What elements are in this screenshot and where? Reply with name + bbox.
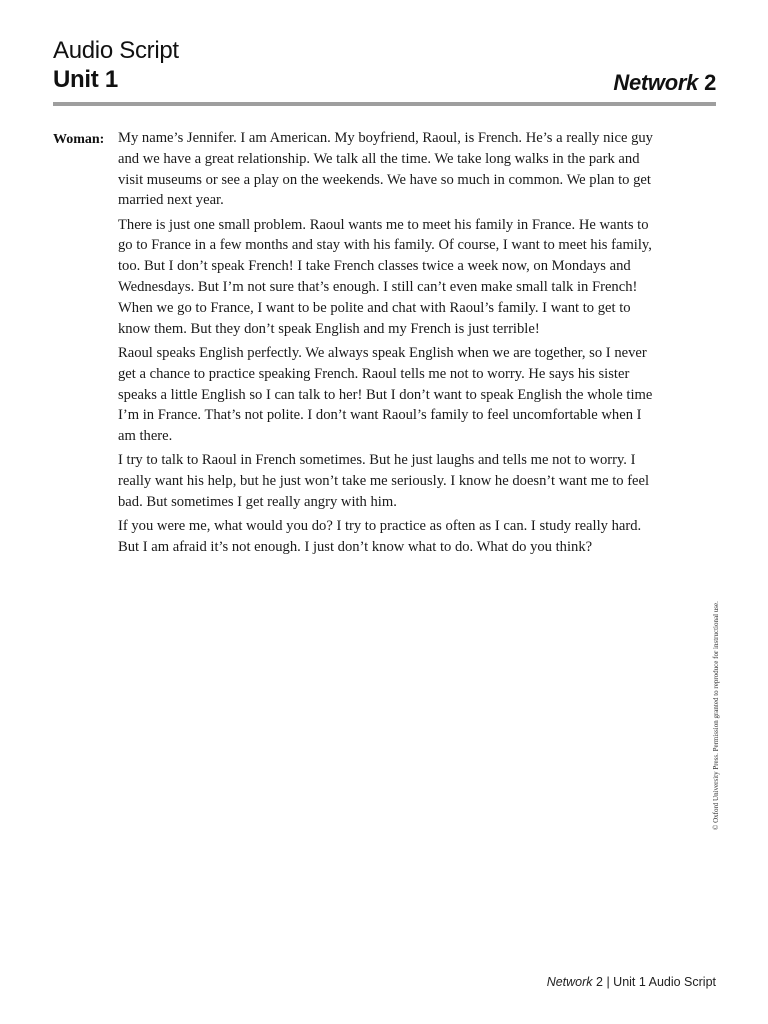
page-header	[53, 36, 716, 94]
speaker-label: Woman:	[53, 132, 105, 147]
copyright-notice: © Oxford University Press. Permission granted to reproduce for instructional use.	[712, 601, 720, 830]
brand-title	[613, 70, 716, 96]
unit-title: Unit 1	[53, 66, 118, 93]
script-paragraph: There is just one small problem. Raoul wants me to meet his family in France. He wants to go to France in a few months and stay with his family. Of course, I want to meet his family, too. But I don’t speak French! I take French classes twice a week now, on Mondays and Wednesdays. But I’m not sure that’s enough. I still can’t even make small talk in French! When we go to France, I want to be polite and chat with Raoul’s family. I want to get to know them. But they don’t speak English and my French is just terrible!	[118, 216, 652, 337]
script-paragraph: My name’s Jennifer. I am American. My boyfriend, Raoul, is French. He’s a really nice guy and we have a great relationship. We talk all the time. We take long walks in the park and visit museums or see a play on the weekends. We have so much in common. We plan to get married next year.	[118, 130, 653, 209]
brand-name: Network	[613, 70, 699, 95]
header-divider	[53, 102, 716, 106]
script-paragraph: If you were me, what would you do? I try to practice as often as I can. I study really hard. But I am afraid it’s not enough. I just don’t know what to do. What do you think?	[118, 518, 642, 556]
script-paragraph: I try to talk to Raoul in French sometimes. But he just laughs and tells me not to worry. I really want his help, but he just won’t take me seriously. I know he doesn’t want me to feel bad. But sometimes I get really angry with him.	[118, 452, 650, 511]
page-footer	[547, 975, 716, 989]
document-title: Audio Script	[53, 37, 179, 64]
brand-level: 2	[704, 70, 716, 95]
script-body	[118, 128, 658, 561]
footer-text: 2 | Unit 1 Audio Script	[592, 975, 716, 989]
footer-brand-name: Network	[546, 975, 593, 989]
script-paragraph: Raoul speaks English perfectly. We always speak English when we are together, so I never get a chance to practice speaking French. Raoul tells me not to worry. He says his sister speaks a little English so I can talk to her! But I don’t want to speak English the whole time I’m in France. That’s not polite. I don’t want Raoul’s family to feel uncomfortable when I am there.	[118, 344, 653, 445]
